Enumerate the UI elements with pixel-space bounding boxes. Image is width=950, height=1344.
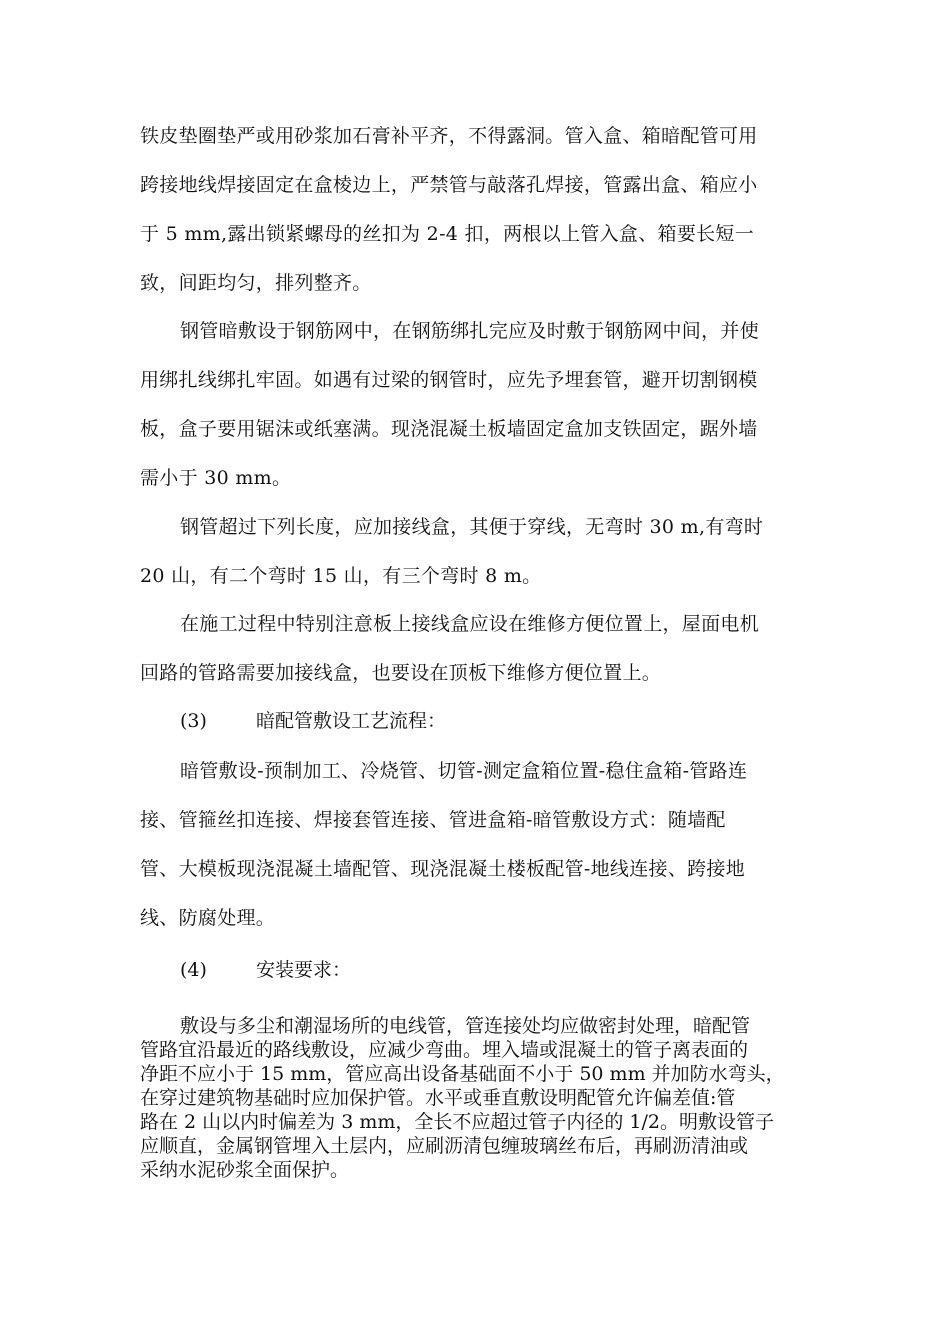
paragraph-steel-pipe-concealed — [140, 307, 828, 503]
paragraph-construction-note — [140, 600, 828, 698]
text-line: 暗管敷设-预制加工、冷烧管、切管-测定盒箱位置-稳住盒箱-管路连 — [180, 760, 748, 782]
text-line: 敷设与多尘和潮湿场所的电线管，管连接处均应做密封处理，暗配管 — [180, 1015, 751, 1037]
section-number: (4) — [180, 959, 207, 981]
text-line: 致，间距均匀，排列整齐。 — [140, 272, 372, 294]
text-line: 用绑扎线绑扎牢固。如遇有过梁的钢管时，应先予埋套管，避开切割钢模 — [140, 369, 758, 391]
section-title: 暗配管敷设工艺流程： — [256, 710, 447, 732]
section-heading-4 — [180, 955, 351, 985]
text-line: 管、大模板现浇混凝土墙配管、现浇混凝土楼板配管-地线连接、跨接地 — [140, 858, 746, 880]
text-line: 净距不应小于 15 mm，管应高出设备基础面不小于 50 mm 并加防水弯头， — [140, 1063, 785, 1085]
text-line: 路在 2 山以内时偏差为 3 mm，全长不应超过管子内径的 1/2。明敷设管子 — [140, 1111, 774, 1133]
section-title: 安装要求： — [256, 959, 352, 981]
text-line: 板，盒子要用锯沫或纸塞满。现浇混凝土板墙固定盒加支铁固定，踞外墙 — [140, 418, 758, 440]
text-line: 跨接地线焊接固定在盒棱边上，严禁管与敲落孔焊接，管露出盒、箱应小 — [140, 174, 758, 196]
text-line: 在施工过程中特别注意板上接线盒应设在维修方便位置上，屋面电机 — [180, 613, 760, 635]
text-line: 管路宜沿最近的路线敷设，应减少弯曲。埋入墙或混凝土的管子离表面的 — [140, 1039, 749, 1061]
text-line: 接、管箍丝扣连接、焊接套管连接、管进盒箱-暗管敷设方式：随墙配 — [140, 809, 726, 831]
text-line: 应顺直，金属钢管埋入土层内，应刷沥清包缠玻璃丝布后，再刷沥清油或 — [140, 1135, 749, 1157]
section-number: (3) — [180, 710, 207, 732]
paragraph-process-flow — [140, 747, 828, 943]
text-line: 钢管暗敷设于钢筋网中，在钢筋绑扎完应及时敷于钢筋网中间，并使 — [180, 320, 760, 342]
paragraph-installation-requirements — [140, 1014, 830, 1182]
text-line: 在穿过建筑物基础时应加保护管。水平或垂直敷设明配管允许偏差值:管 — [140, 1087, 736, 1109]
text-line: 回路的管路需要加接线盒，也要设在顶板下维修方便位置上。 — [140, 662, 662, 684]
text-line: 铁皮垫圈垫严或用砂浆加石膏补平齐，不得露洞。管入盒、箱暗配管可用 — [140, 125, 758, 147]
text-line: 钢管超过下列长度，应加接线盒，其便于穿线，无弯时 30 m,有弯时 — [180, 516, 764, 538]
paragraph-conduit-box-entry — [140, 112, 828, 308]
paragraph-junction-box-length — [140, 503, 828, 601]
text-line: 采纳水泥砂浆全面保护。 — [140, 1159, 350, 1181]
section-heading-3 — [180, 706, 446, 736]
text-line: 线、防腐处理。 — [140, 907, 276, 929]
text-line: 于 5 mm,露出锁紧螺母的丝扣为 2-4 扣，两根以上管入盒、箱要长短一 — [140, 223, 755, 245]
text-line: 需小于 30 mm。 — [140, 467, 292, 489]
text-line: 20 山，有二个弯时 15 山，有三个弯时 8 m。 — [140, 565, 542, 587]
